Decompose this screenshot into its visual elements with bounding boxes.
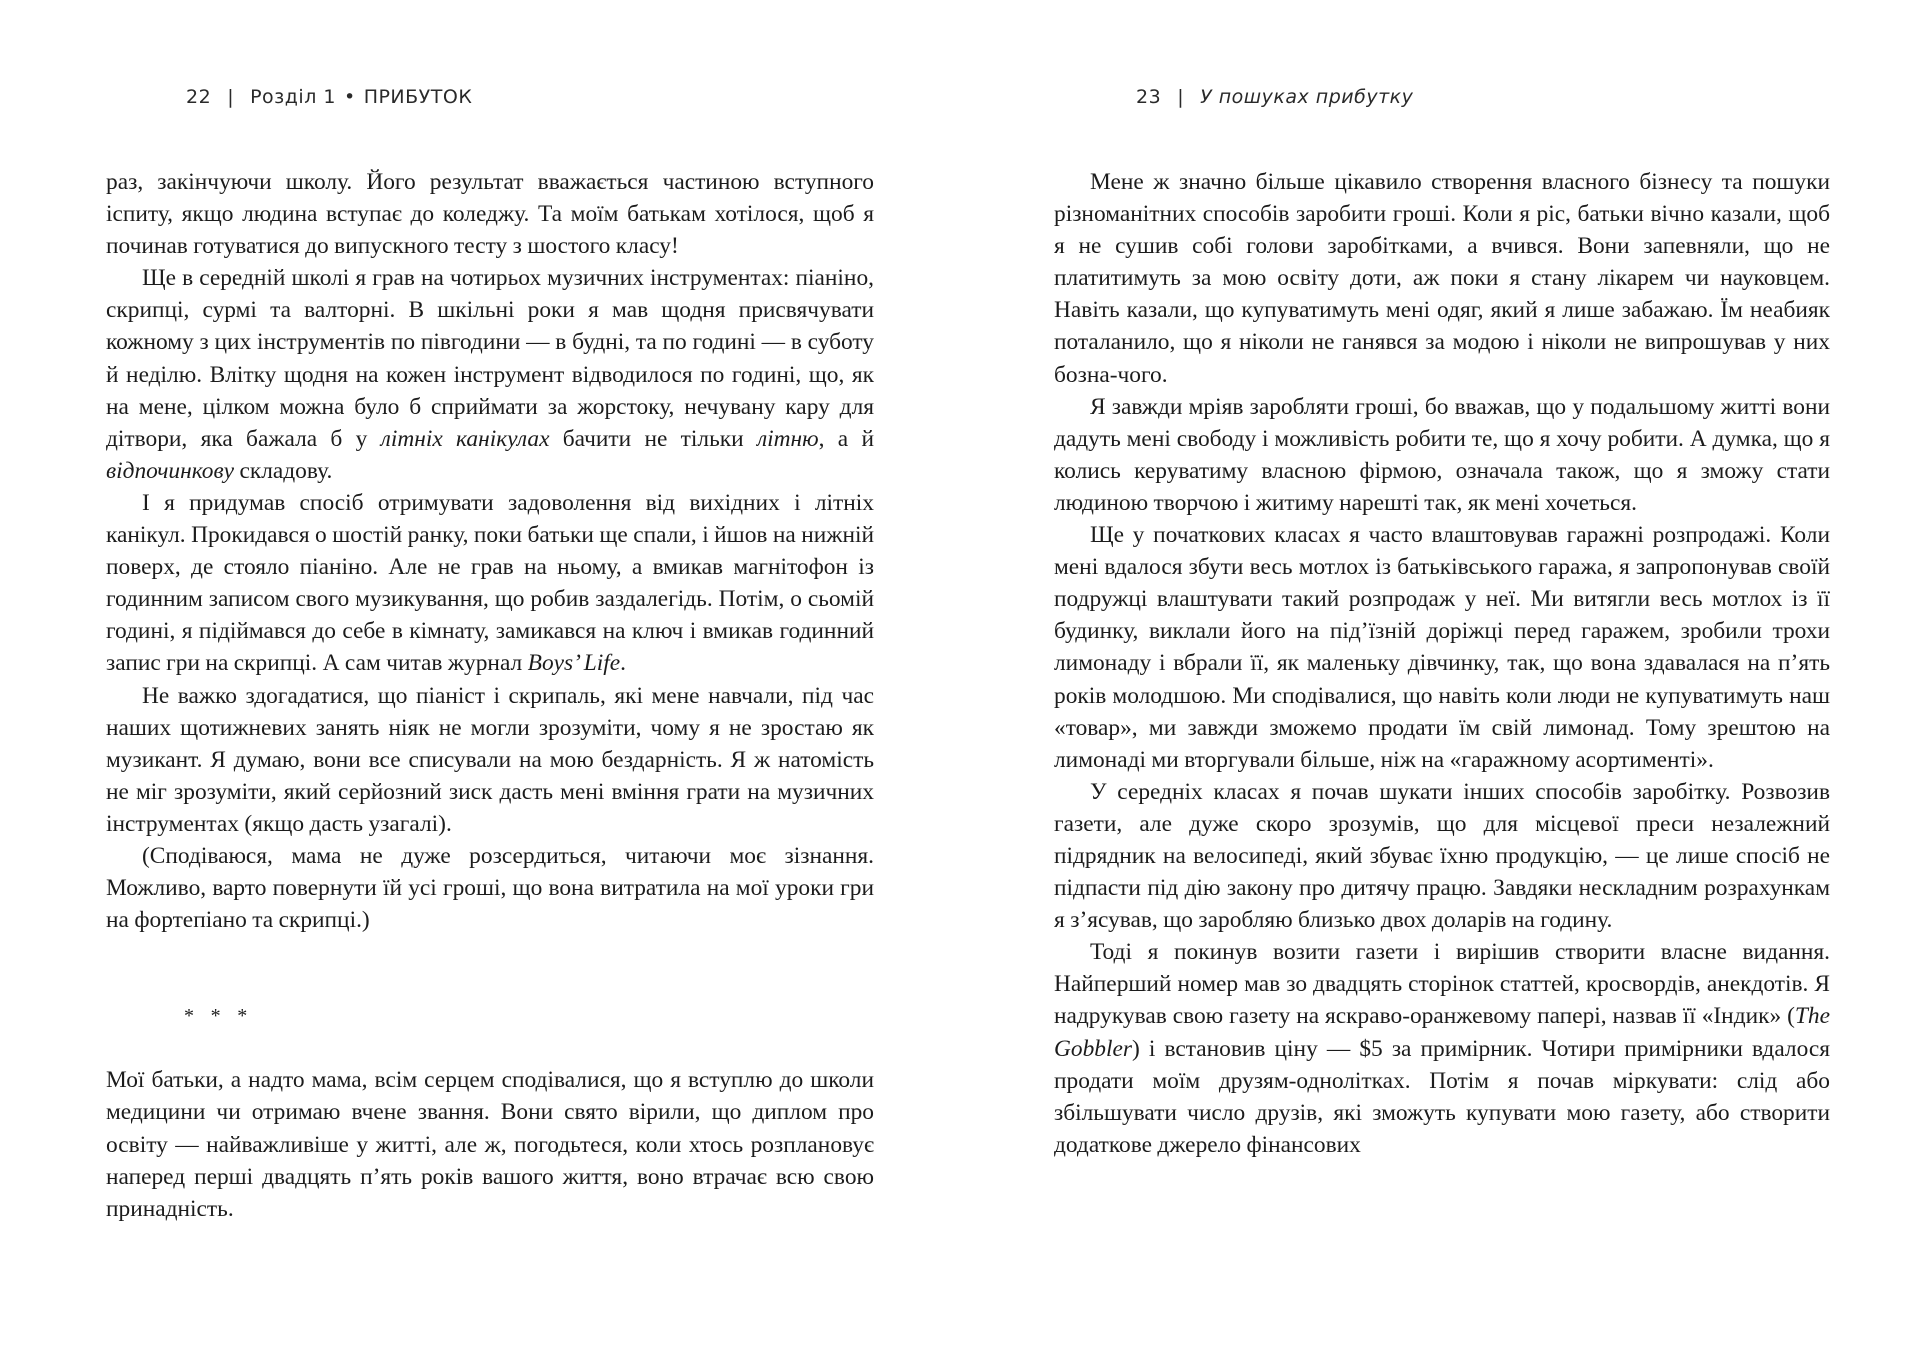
right-paragraph-1: Мене ж значно більше цікавило створення власного бізнесу та пошуки різноманітних способів заробити гроші. Коли я ріс, батьки вічно казали, щоб я не сушив собі голови заробітками, а вчився. Вони запевняли, що не платитимуть за мою освіту доти, аж поки я стану лікарем чи науковцем. Навіть казали, що купуватимуть мені одяг, який я лише забажаю. Їм неабияк поталанило, що я ніколи не ганявся за модою і ніколи не випрошував у них бозна-чого. bbox=[1054, 169, 1830, 388]
right-body-text bbox=[1054, 166, 1830, 1161]
right-header-title: У пошуках прибутку bbox=[1200, 86, 1414, 108]
left-running-head bbox=[186, 86, 472, 108]
left-paragraph-1: раз, закінчуючи школу. Його результат вважається частиною вступного іспиту, якщо людина вступає до коледжу. Та моїм батькам хотілося, щоб я починав готуватися до випускного тесту з шостого класу! bbox=[106, 169, 874, 260]
right-page bbox=[1054, 0, 1830, 1355]
right-paragraph-3: Ще у початкових класах я часто влаштовував гаражні розпродажі. Коли мені вдалося збути весь мотлох із батьківського гаража, я запропонував своїй подружці влаштувати такий розпродаж у неї. Ми витягли весь мотлох із її будинку, виклали його на під’їзній доріжці перед гаражем, зробили трохи лимонаду і вбрали її, як маленьку дівчинку, так, що вона здавалася на п’ять років молодшою. Ми сподівалися, що навіть коли люди не купуватимуть наш «товар», ми завжди зможемо продати їм свій лимонад. Тому зрештою на лимонаді ми вторгували більше, ніж на «гаражному асортименті». bbox=[1054, 522, 1830, 773]
right-paragraph-5: Тоді я покинув возити газети і вирішив створити власне видання. Найперший номер мав зо двадцять сторінок статтей, кросвордів, анекдотів. Я надрукував свою газету на яскраво-оранжевому папері, назвав її «Індик» (The Gobbler) і встановив ціну — $5 за примірник. Чотири примірники вдалося продати моїм друзям-однолітках. Потім я почав міркувати: слід або збільшувати число друзів, які зможуть купувати мою газету, або створити додаткове джерело фінансових bbox=[1054, 939, 1830, 1158]
left-header-separator: | bbox=[227, 86, 235, 108]
right-paragraph-2: Я завжди мріяв заробляти гроші, бо вважав, що у подальшому житті вони дадуть мені свободу і можливість робити те, що я хочу робити. А думка, що я колись керуватиму власною фірмою, означала також, що я зможу стати людиною творчою і житиму нарешті так, як мені хочеться. bbox=[1054, 393, 1830, 516]
right-header-separator: | bbox=[1177, 86, 1185, 108]
left-header-chapter: ПРИБУТОК bbox=[363, 86, 473, 108]
section-divider: * * * bbox=[184, 1005, 254, 1028]
left-page-number: 22 bbox=[186, 86, 212, 108]
left-header-dot: • bbox=[343, 86, 356, 108]
left-header-section: Розділ 1 bbox=[250, 86, 336, 108]
left-paragraph-after-divider: Мої батьки, а надто мама, всім серцем сподівалися, що я вступлю до школи медицини чи отримаю вчене звання. Вони свято вірили, що диплом про освіту — найважливіше у житті, але ж, погодьтеся, коли хтось розплановує наперед перші двадцять п’ять років вашого життя, воно втрачає всю свою принадність. bbox=[106, 1067, 874, 1222]
left-paragraph-4: Не важко здогадатися, що піаніст і скрипаль, які мене навчали, під час наших щотижневих занять ніяк не могли зрозуміти, чому я не зростаю як музикант. Я думаю, вони все списували на мою бездарність. Я ж натомість не міг зрозуміти, який серйозний зиск дасть мені вміння грати на музичних інструментах (якщо дасть узагалі). bbox=[106, 682, 874, 837]
left-body-text bbox=[106, 166, 874, 1225]
right-page-number: 23 bbox=[1136, 86, 1162, 108]
left-page bbox=[106, 0, 874, 1355]
right-running-head bbox=[1136, 86, 1413, 108]
left-paragraph-5: (Сподіваюся, мама не дуже розсердиться, читаючи моє зізнання. Можливо, варто повернути їй усі гроші, що вона витратила на мої уроки гри на фортепіано та скрипці.) bbox=[106, 842, 874, 934]
right-paragraph-4: У середніх класах я почав шукати інших способів заробітку. Розвозив газети, але дуже скоро зрозумів, що для місцевої преси незалежний підрядник на велосипеді, який збуває їхню продукцію, — це лише спосіб не підпасти під дію закону про дитячу працю. Завдяки нескладним розрахункам я з’ясував, що заробляю близько двох доларів на годину. bbox=[1054, 778, 1830, 934]
left-paragraph-2: Ще в середній школі я грав на чотирьох музичних інструментах: піаніно, скрипці, сурмі та валторні. В шкільні роки я мав щодня присвячувати кожному з цих інструментів по півгодини — в будні, та по годині — в суботу й неділю. Влітку щодня на кожен інструмент відводилося по годині, що, як на мене, цілком можна було б сприймати за жорстоку, нечувану кару для дітвори, яка бажала б у літніх канікулах бачити не тільки літню, а й відпочинкову складову. bbox=[106, 265, 874, 484]
left-paragraph-3: І я придумав спосіб отримувати задоволення від вихідних і літніх канікул. Прокидався о шостій ранку, поки батьки ще спали, і йшов на нижній поверх, де стояло піаніно. Але не грав на ньому, а вмикав магнітофон із годинним записом свого музикування, що робив заздалегідь. Потім, о сьомій годині, я підіймався до себе в кімнату, замикався на ключ і вмикав годинний запис гри на скрипці. А сам читав журнал Boys’ Life. bbox=[106, 489, 874, 677]
